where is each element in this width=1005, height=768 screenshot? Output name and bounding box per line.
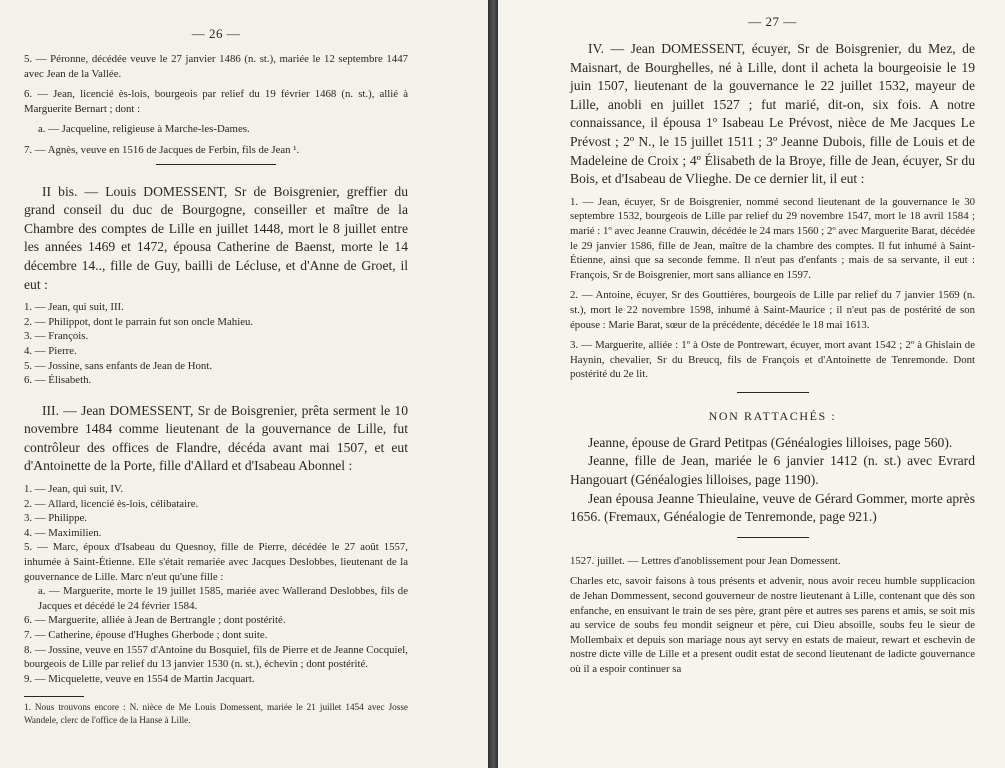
child-list-item: 3. — Philippe.: [24, 512, 87, 525]
child-list-item: 2. — Allard, licencié ès-lois, célibataire.: [24, 497, 199, 510]
child-list-item: 3. — Marguerite, alliée : 1º à Oste de Pontrewart, écuyer, mort avant 1542 ; 2º à Ghislain de Haynin, chevalier, Sr du Breucq, fils de François et d'Antoinette de Tenremonde. Dont postérité du 2e lit.: [570, 339, 975, 381]
child-list-item: 2. — Antoine, écuyer, Sr des Gouttières, bourgeois de Lille par relief du 7 janvier 1569 (n. st.), mort le 22 novembre 1598, inhumé à Saint-Maurice ; il n'eut pas de postérité de son épouse : Marie Barat, sœur de la précédente, décédée le 18 mai 1613.: [570, 289, 975, 331]
section-divider: [737, 537, 809, 538]
child-list-item: 5. — Jossine, sans enfants de Jean de Hont.: [24, 359, 213, 372]
child-list-item: 4. — Maximilien.: [24, 526, 102, 539]
letters-title: 1527. juillet. — Lettres d'anoblissement pour Jean Domessent.: [570, 554, 841, 567]
child-list-item: 3. — François.: [24, 330, 89, 343]
child-list-item: 1. — Jean, écuyer, Sr de Boisgrenier, nommé second lieutenant de la gouvernance le 30 septembre 1532, bourgeois de Lille par relief du 29 novembre 1547, mort le 18 avril 1584 ; marié : 1º avec Jeanne Crauwin, décédée le 24 mars 1560 ; 2º avec Marguerite Barat, décédée le 29 janvier 1586, fille de Jean, maître de la chambre des comptes. Il fut inhumé à Saint-Étienne, ainsi que sa seconde femme. Il n'eut pas d'enfants ; mais de sa servante, il eut : François, Sr de Boisgrenier, mort sans alliance en 1597.: [570, 195, 975, 281]
right-page: [498, 0, 1005, 768]
entry-peronne: 5. — Péronne, décédée veuve le 27 janvier 1486 (n. st.), mariée le 12 septembre 1447 avec Jean de la Vallée.: [24, 53, 408, 80]
footnote-divider: [24, 696, 84, 697]
unattached-entry: Jean épousa Jeanne Thieulaine, veuve de Gérard Gommer, morte après 1656. (Fremaux, Généalogie de Tenremonde, page 921.): [570, 490, 975, 525]
section-divider: [156, 164, 276, 165]
page-number-right: — 27 —: [748, 14, 797, 29]
child-list-item: 5. — Marc, époux d'Isabeau du Quesnoy, fille de Pierre, décédée le 27 août 1557, inhumée à Saint-Étienne. Elle s'était remariée avec Jacques Deslobbes, lieutenant de la gouvernance de Lille. Marc n'eut qu'une fille :: [24, 541, 408, 583]
child-list-item: 6. — Marguerite, alliée à Jean de Bertrangle ; dont postérité.: [24, 614, 286, 627]
non-rattaches-heading: NON RATTACHÉS :: [708, 408, 837, 423]
footnote: 1. Nous trouvons encore : N. nièce de Me Louis Domessent, mariée le 21 juillet 1454 avec Josse Wandele, clerc de l'office de la Hanse à Lille.: [24, 702, 408, 725]
child-list-item: 4. — Pierre.: [24, 344, 77, 357]
letters-text: Charles etc, savoir faisons à tous présents et advenir, nous avoir receu humble supplicacion de Jehan Dommessent, second gouverneur de nostre lieutenant à Lille, contenant que dès son enfanche, en ensuivant le train de ses père, grant père et autres ses parens et amis, se soit mis au service de soubs feu mondit seigneur et père, cui Dieu absoille, soubs feu le sieur de Mollembaix et depuis son mariage nous ayt servy en estats de maieur, rewart et eschevin de nostre dicte ville de Lille et a present oudit estat de second lieutenant de ladicte gouvernance où il a espoir continuer sa: [570, 575, 975, 675]
child-list-item: a. — Marguerite, morte le 19 juillet 1585, mariée avec Wallerand Deslobbes, fils de Jacques et décédé le 24 février 1584.: [38, 585, 408, 612]
entry-jacqueline: a. — Jacqueline, religieuse à Marche-les-Dames.: [38, 123, 250, 136]
child-list-item: 9. — Micquelette, veuve en 1554 de Martin Jacquart.: [24, 672, 255, 685]
child-list-item: 2. — Philippot, dont le parrain fut son oncle Mahieu.: [24, 315, 254, 328]
entry-jean: 6. — Jean, licencié ès-lois, bourgeois par relief du 19 février 1468 (n. st.), allié à Marguerite Bernart ; dont :: [24, 88, 408, 115]
child-list-item: 6. — Élisabeth.: [24, 374, 92, 387]
unattached-entry: Jeanne, épouse de Grard Petitpas (Généalogies lilloises, page 560).: [588, 434, 953, 450]
entry-agnes: 7. — Agnès, veuve en 1516 de Jacques de Ferbin, fils de Jean ¹.: [24, 143, 300, 156]
child-list-item: 1. — Jean, qui suit, III.: [24, 301, 124, 314]
left-page: [0, 0, 490, 768]
child-list-item: 7. — Catherine, épouse d'Hughes Gherbode ; dont suite.: [24, 629, 268, 641]
unattached-entry: Jeanne, fille de Jean, mariée le 6 janvier 1412 (n. st.) avec Evrard Hangouart (Généalogies lilloises, page 1190).: [570, 453, 975, 488]
section-divider: [737, 392, 809, 393]
child-list-item: 1. — Jean, qui suit, IV.: [24, 483, 124, 496]
section-ii-bis: II bis. — Louis DOMESSENT, Sr de Boisgrenier, greffier du grand conseil du duc de Bourgogne, conseiller et maître de la Chambre des comptes de Lille en juillet 1448, mort le 8 juillet entre les années 1469 et 1472, épousa Catherine de Baenst, morte le 14 décembre 14.., fille de Guy, bailli de Lécluse, et d'Anne de Groet, il eut :: [24, 183, 408, 292]
page-number-left: — 26 —: [191, 26, 241, 41]
section-iii: III. — Jean DOMESSENT, Sr de Boisgrenier, prêta serment le 10 novembre 1484 comme lieutenant de la gouvernance de Lille, fut contrôleur des offices de Flandre, décéda avant mai 1507, et eut d'Antoinette de la Porte, fille d'Allard et d'Isabeau Abonnel :: [24, 402, 408, 474]
child-list-item: 8. — Jossine, veuve en 1557 d'Antoine du Bosquiel, fils de Pierre et de Jeanne Cocquiel, bourgeois de Lille par relief du 13 janvier 1530 (n. st.), échevin ; dont postérité.: [24, 643, 408, 671]
section-iv: IV. — Jean DOMESSENT, écuyer, Sr de Boisgrenier, du Mez, de Maisnart, de Bourghelles, né à Lille, dont il acheta la bourgeoisie le 19 juin 1507, lieutenant de la gouvernance le 22 juillet 1532, mayeur de Lille, anobli en juillet 1527 ; fut marié, dit-on, six fois. A notre connaissance, il épousa 1º Isabeau Le Prévost, nièce de Me Jacques Le Prévost ; 2º N., le 15 juillet 1511 ; 3º Jeanne Dubois, fille de Louis et de Madeleine de Croix ; 4º Élisabeth de la Broye, fille de Jean, écuyer, Sr du Bois, et d'Isabeau de Vlieghe. De ce dernier lit, il eut :: [570, 41, 975, 187]
